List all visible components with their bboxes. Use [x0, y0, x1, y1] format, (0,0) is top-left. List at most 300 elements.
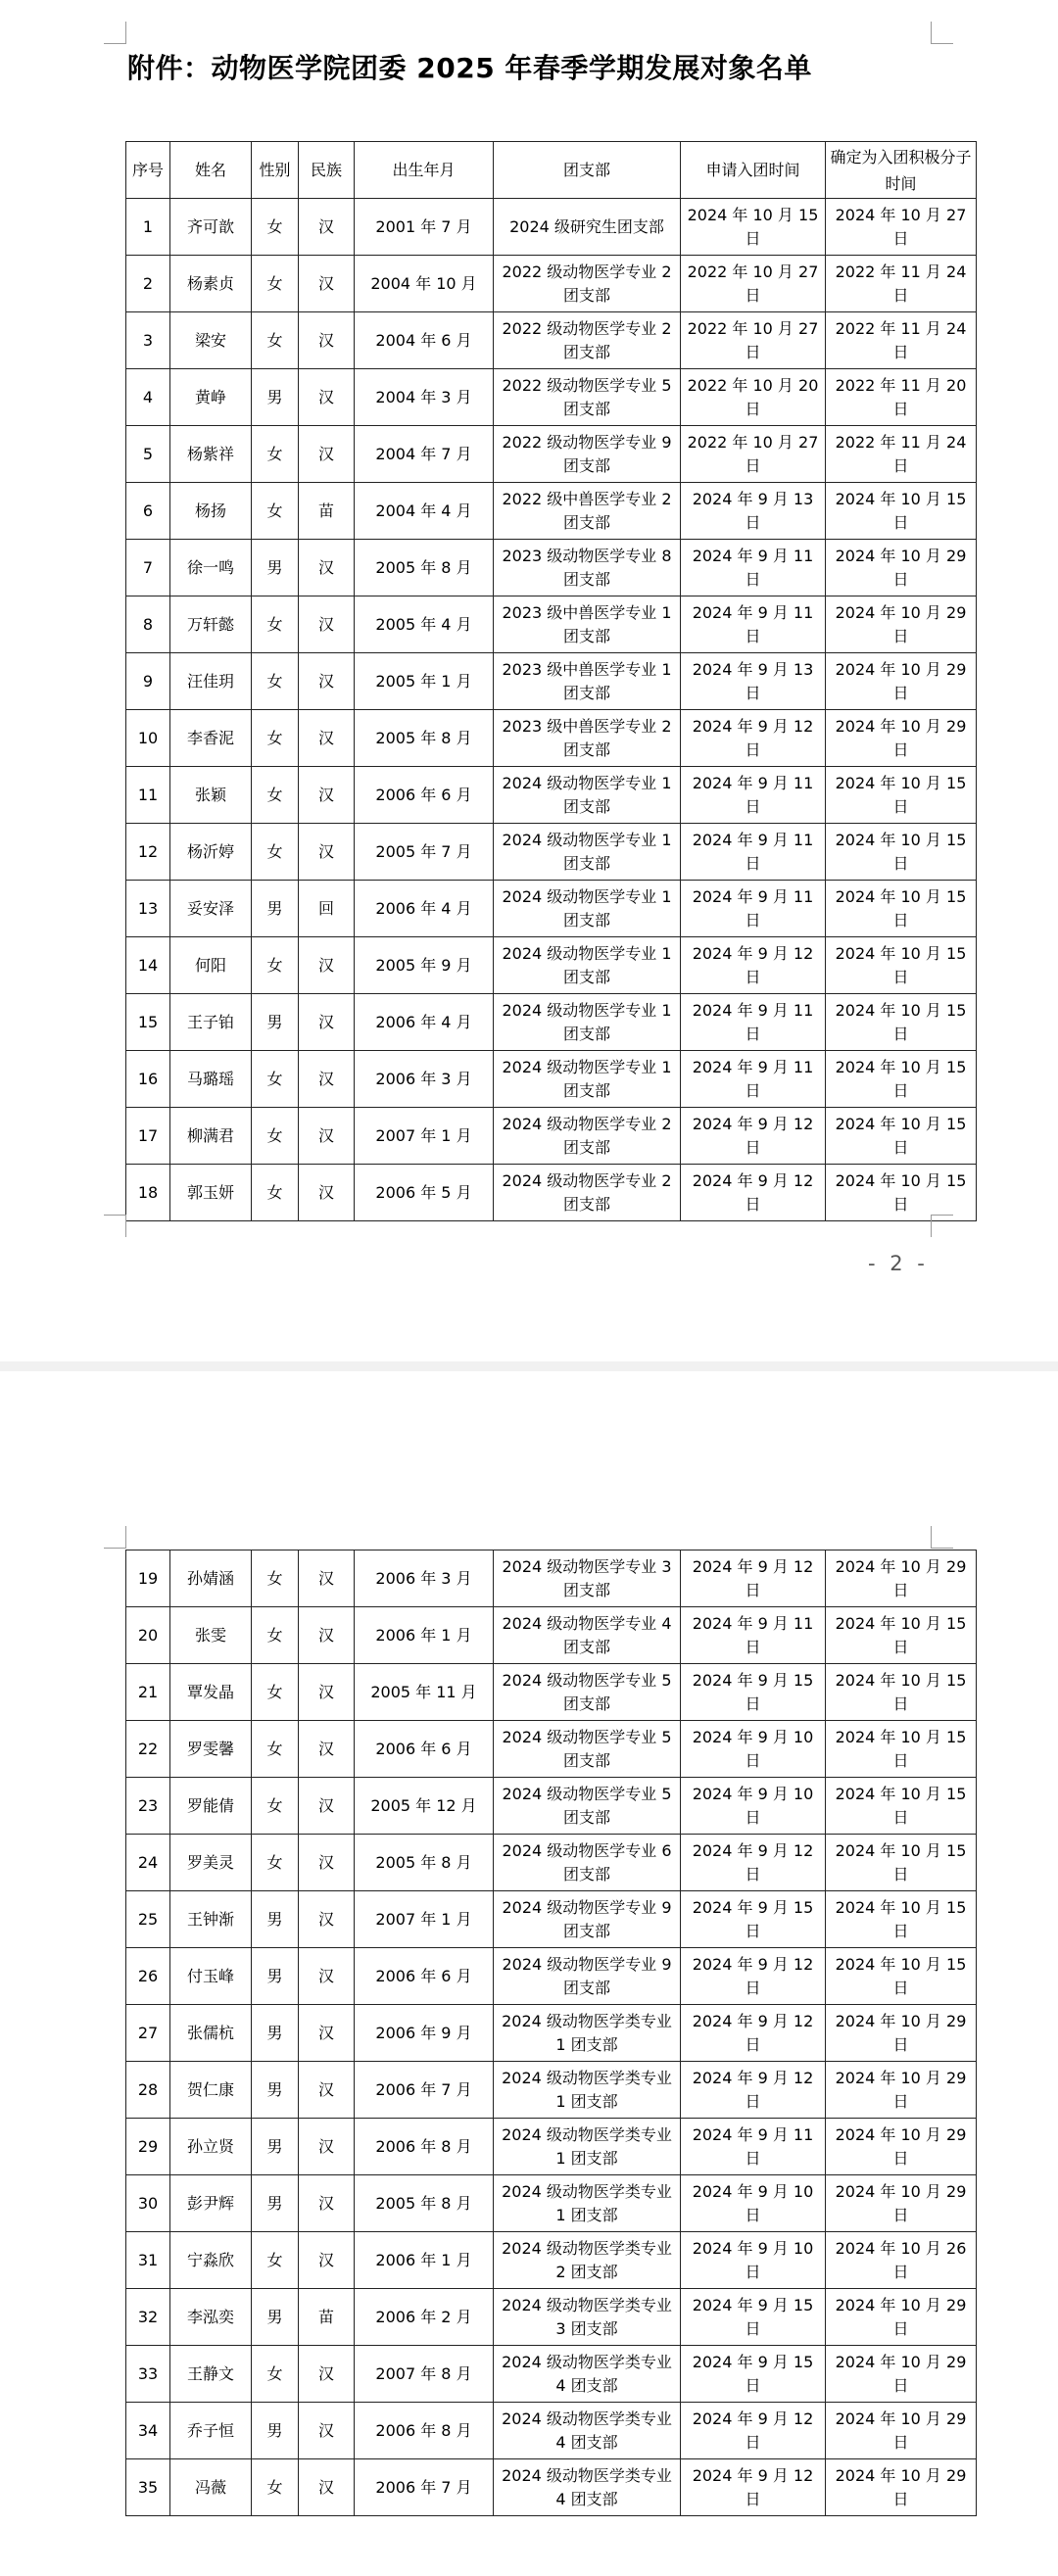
- activist-date-cell: 2024 年 10 月 15 日: [826, 1721, 977, 1778]
- gender-cell: 女: [252, 426, 299, 483]
- member-name-cell: 罗雯馨: [170, 1721, 252, 1778]
- page-corner-mark: [931, 1526, 953, 1549]
- application-date-cell: 2024 年 9 月 12 日: [681, 2005, 826, 2062]
- birth-date-cell: 2005 年 8 月: [355, 710, 494, 767]
- activist-date-cell: 2024 年 10 月 29 日: [826, 653, 977, 710]
- activist-date-cell: 2024 年 10 月 15 日: [826, 1108, 977, 1165]
- member-name-cell: 孙立贤: [170, 2119, 252, 2175]
- gender-cell: 女: [252, 1664, 299, 1721]
- application-date-cell: 2024 年 9 月 15 日: [681, 1664, 826, 1721]
- birth-date-cell: 2006 年 8 月: [355, 2403, 494, 2459]
- activist-date-cell: 2024 年 10 月 29 日: [826, 2459, 977, 2516]
- row-index-cell: 30: [126, 2175, 170, 2232]
- gender-cell: 男: [252, 369, 299, 426]
- table-row: [126, 369, 977, 426]
- birth-date-cell: 2006 年 6 月: [355, 1948, 494, 2005]
- row-index-cell: 6: [126, 483, 170, 540]
- ethnicity-cell: 汉: [299, 1835, 355, 1891]
- branch-name-cell: 2024 级动物医学专业 5 团支部: [494, 1721, 681, 1778]
- activist-date-cell: 2024 年 10 月 29 日: [826, 2346, 977, 2403]
- birth-date-cell: 2005 年 9 月: [355, 937, 494, 994]
- branch-name-cell: 2022 级动物医学专业 5 团支部: [494, 369, 681, 426]
- activist-date-cell: 2024 年 10 月 27 日: [826, 199, 977, 256]
- member-name-cell: 罗能倩: [170, 1778, 252, 1835]
- activist-date-cell: 2024 年 10 月 15 日: [826, 881, 977, 937]
- application-date-cell: 2024 年 9 月 10 日: [681, 2175, 826, 2232]
- ethnicity-cell: 汉: [299, 710, 355, 767]
- row-index-cell: 34: [126, 2403, 170, 2459]
- gender-cell: 女: [252, 596, 299, 653]
- column-header: 姓名: [170, 142, 252, 199]
- branch-name-cell: 2024 级动物医学专业 1 团支部: [494, 1051, 681, 1108]
- table-row: [126, 312, 977, 369]
- activist-date-cell: 2024 年 10 月 15 日: [826, 1165, 977, 1221]
- row-index-cell: 27: [126, 2005, 170, 2062]
- application-date-cell: 2022 年 10 月 27 日: [681, 312, 826, 369]
- member-name-cell: 王静文: [170, 2346, 252, 2403]
- application-date-cell: 2024 年 9 月 12 日: [681, 1948, 826, 2005]
- activist-date-cell: 2024 年 10 月 15 日: [826, 767, 977, 824]
- application-date-cell: 2024 年 9 月 11 日: [681, 824, 826, 881]
- member-name-cell: 张儒杭: [170, 2005, 252, 2062]
- gender-cell: 男: [252, 2062, 299, 2119]
- branch-name-cell: 2024 级研究生团支部: [494, 199, 681, 256]
- row-index-cell: 3: [126, 312, 170, 369]
- birth-date-cell: 2006 年 7 月: [355, 2459, 494, 2516]
- row-index-cell: 18: [126, 1165, 170, 1221]
- row-index-cell: 4: [126, 369, 170, 426]
- application-date-cell: 2024 年 9 月 12 日: [681, 2459, 826, 2516]
- document-page-2: [0, 1371, 1058, 2576]
- branch-name-cell: 2022 级动物医学专业 9 团支部: [494, 426, 681, 483]
- ethnicity-cell: 汉: [299, 1550, 355, 1607]
- application-date-cell: 2024 年 9 月 12 日: [681, 937, 826, 994]
- row-index-cell: 2: [126, 256, 170, 312]
- branch-name-cell: 2024 级动物医学专业 9 团支部: [494, 1891, 681, 1948]
- branch-name-cell: 2024 级动物医学专业 4 团支部: [494, 1607, 681, 1664]
- member-name-cell: 妥安泽: [170, 881, 252, 937]
- column-header: 申请入团时间: [681, 142, 826, 199]
- application-date-cell: 2024 年 9 月 15 日: [681, 2289, 826, 2346]
- ethnicity-cell: 汉: [299, 1607, 355, 1664]
- row-index-cell: 7: [126, 540, 170, 596]
- branch-name-cell: 2024 级动物医学专业 9 团支部: [494, 1948, 681, 2005]
- branch-name-cell: 2024 级动物医学专业 2 团支部: [494, 1108, 681, 1165]
- ethnicity-cell: 汉: [299, 369, 355, 426]
- ethnicity-cell: 汉: [299, 1891, 355, 1948]
- branch-name-cell: 2024 级动物医学类专业 4 团支部: [494, 2403, 681, 2459]
- gender-cell: 女: [252, 2232, 299, 2289]
- branch-name-cell: 2024 级动物医学专业 5 团支部: [494, 1664, 681, 1721]
- application-date-cell: 2024 年 9 月 11 日: [681, 2119, 826, 2175]
- ethnicity-cell: 汉: [299, 937, 355, 994]
- table-body: [126, 199, 977, 1221]
- ethnicity-cell: 汉: [299, 2005, 355, 2062]
- table-row: [126, 596, 977, 653]
- page-corner-mark: [931, 22, 953, 44]
- activist-date-cell: 2024 年 10 月 15 日: [826, 1891, 977, 1948]
- member-name-cell: 王钟渐: [170, 1891, 252, 1948]
- activist-date-cell: 2024 年 10 月 29 日: [826, 540, 977, 596]
- activist-date-cell: 2024 年 10 月 15 日: [826, 824, 977, 881]
- row-index-cell: 5: [126, 426, 170, 483]
- branch-name-cell: 2024 级动物医学类专业 1 团支部: [494, 2119, 681, 2175]
- table-row: [126, 2062, 977, 2119]
- table-row: [126, 2232, 977, 2289]
- gender-cell: 女: [252, 2346, 299, 2403]
- table-row: [126, 1051, 977, 1108]
- gender-cell: 男: [252, 2175, 299, 2232]
- branch-name-cell: 2022 级动物医学专业 2 团支部: [494, 312, 681, 369]
- application-date-cell: 2024 年 9 月 13 日: [681, 483, 826, 540]
- birth-date-cell: 2006 年 1 月: [355, 1607, 494, 1664]
- application-date-cell: 2024 年 9 月 11 日: [681, 994, 826, 1051]
- roster-table: [125, 141, 977, 1221]
- ethnicity-cell: 汉: [299, 767, 355, 824]
- activist-date-cell: 2024 年 10 月 29 日: [826, 596, 977, 653]
- member-name-cell: 贺仁康: [170, 2062, 252, 2119]
- row-index-cell: 15: [126, 994, 170, 1051]
- ethnicity-cell: 汉: [299, 596, 355, 653]
- ethnicity-cell: 汉: [299, 1165, 355, 1221]
- activist-date-cell: 2022 年 11 月 24 日: [826, 426, 977, 483]
- activist-date-cell: 2024 年 10 月 15 日: [826, 1607, 977, 1664]
- birth-date-cell: 2005 年 1 月: [355, 653, 494, 710]
- branch-name-cell: 2024 级动物医学类专业 3 团支部: [494, 2289, 681, 2346]
- application-date-cell: 2024 年 9 月 11 日: [681, 1607, 826, 1664]
- ethnicity-cell: 汉: [299, 2232, 355, 2289]
- row-index-cell: 9: [126, 653, 170, 710]
- birth-date-cell: 2006 年 6 月: [355, 767, 494, 824]
- branch-name-cell: 2023 级中兽医学专业 1 团支部: [494, 596, 681, 653]
- table-row: [126, 881, 977, 937]
- branch-name-cell: 2024 级动物医学类专业 1 团支部: [494, 2175, 681, 2232]
- birth-date-cell: 2006 年 3 月: [355, 1051, 494, 1108]
- application-date-cell: 2024 年 9 月 12 日: [681, 2403, 826, 2459]
- branch-name-cell: 2024 级动物医学类专业 1 团支部: [494, 2005, 681, 2062]
- table-row: [126, 1948, 977, 2005]
- member-name-cell: 覃发晶: [170, 1664, 252, 1721]
- member-name-cell: 罗美灵: [170, 1835, 252, 1891]
- member-name-cell: 杨素贞: [170, 256, 252, 312]
- row-index-cell: 16: [126, 1051, 170, 1108]
- application-date-cell: 2024 年 9 月 15 日: [681, 2346, 826, 2403]
- birth-date-cell: 2006 年 4 月: [355, 994, 494, 1051]
- column-header: 性别: [252, 142, 299, 199]
- member-name-cell: 齐可歆: [170, 199, 252, 256]
- gender-cell: 男: [252, 2005, 299, 2062]
- page-number: - 2 -: [868, 1252, 929, 1275]
- application-date-cell: 2024 年 9 月 10 日: [681, 1778, 826, 1835]
- member-name-cell: 孙婧涵: [170, 1550, 252, 1607]
- gender-cell: 女: [252, 1051, 299, 1108]
- gender-cell: 男: [252, 881, 299, 937]
- table-header-row: [126, 142, 977, 199]
- branch-name-cell: 2024 级动物医学专业 1 团支部: [494, 767, 681, 824]
- activist-date-cell: 2024 年 10 月 15 日: [826, 994, 977, 1051]
- table-row: [126, 824, 977, 881]
- branch-name-cell: 2024 级动物医学专业 5 团支部: [494, 1778, 681, 1835]
- activist-date-cell: 2024 年 10 月 15 日: [826, 1664, 977, 1721]
- ethnicity-cell: 汉: [299, 1664, 355, 1721]
- gender-cell: 女: [252, 1165, 299, 1221]
- member-name-cell: 柳满君: [170, 1108, 252, 1165]
- member-name-cell: 付玉峰: [170, 1948, 252, 2005]
- activist-date-cell: 2022 年 11 月 24 日: [826, 312, 977, 369]
- branch-name-cell: 2023 级中兽医学专业 2 团支部: [494, 710, 681, 767]
- member-name-cell: 黄峥: [170, 369, 252, 426]
- activist-date-cell: 2024 年 10 月 29 日: [826, 2289, 977, 2346]
- activist-date-cell: 2024 年 10 月 29 日: [826, 2175, 977, 2232]
- column-header: 团支部: [494, 142, 681, 199]
- gender-cell: 男: [252, 994, 299, 1051]
- table-row: [126, 1891, 977, 1948]
- table-row: [126, 199, 977, 256]
- application-date-cell: 2022 年 10 月 20 日: [681, 369, 826, 426]
- roster-table-continued: [125, 1550, 977, 2516]
- application-date-cell: 2024 年 9 月 13 日: [681, 653, 826, 710]
- row-index-cell: 17: [126, 1108, 170, 1165]
- branch-name-cell: 2024 级动物医学专业 3 团支部: [494, 1550, 681, 1607]
- row-index-cell: 24: [126, 1835, 170, 1891]
- member-name-cell: 何阳: [170, 937, 252, 994]
- birth-date-cell: 2001 年 7 月: [355, 199, 494, 256]
- table-row: [126, 994, 977, 1051]
- row-index-cell: 25: [126, 1891, 170, 1948]
- row-index-cell: 20: [126, 1607, 170, 1664]
- table-body: [126, 1550, 977, 2516]
- ethnicity-cell: 汉: [299, 2175, 355, 2232]
- member-name-cell: 万轩懿: [170, 596, 252, 653]
- table-row: [126, 1165, 977, 1221]
- ethnicity-cell: 汉: [299, 2346, 355, 2403]
- table-row: [126, 710, 977, 767]
- branch-name-cell: 2024 级动物医学专业 1 团支部: [494, 881, 681, 937]
- row-index-cell: 12: [126, 824, 170, 881]
- activist-date-cell: 2024 年 10 月 29 日: [826, 710, 977, 767]
- gender-cell: 女: [252, 1835, 299, 1891]
- application-date-cell: 2024 年 9 月 12 日: [681, 1108, 826, 1165]
- gender-cell: 男: [252, 2289, 299, 2346]
- branch-name-cell: 2024 级动物医学类专业 4 团支部: [494, 2346, 681, 2403]
- gender-cell: 男: [252, 2403, 299, 2459]
- application-date-cell: 2024 年 9 月 11 日: [681, 1051, 826, 1108]
- table-row: [126, 2403, 977, 2459]
- table-row: [126, 1835, 977, 1891]
- ethnicity-cell: 汉: [299, 994, 355, 1051]
- branch-name-cell: 2024 级动物医学专业 1 团支部: [494, 994, 681, 1051]
- activist-date-cell: 2024 年 10 月 29 日: [826, 2062, 977, 2119]
- table-row: [126, 1664, 977, 1721]
- activist-date-cell: 2024 年 10 月 15 日: [826, 1051, 977, 1108]
- row-index-cell: 23: [126, 1778, 170, 1835]
- member-name-cell: 李香泥: [170, 710, 252, 767]
- column-header: 出生年月: [355, 142, 494, 199]
- application-date-cell: 2024 年 9 月 11 日: [681, 540, 826, 596]
- ethnicity-cell: 苗: [299, 2289, 355, 2346]
- row-index-cell: 14: [126, 937, 170, 994]
- gender-cell: 女: [252, 653, 299, 710]
- ethnicity-cell: 汉: [299, 540, 355, 596]
- branch-name-cell: 2024 级动物医学类专业 1 团支部: [494, 2062, 681, 2119]
- activist-date-cell: 2024 年 10 月 15 日: [826, 1778, 977, 1835]
- application-date-cell: 2024 年 10 月 15 日: [681, 199, 826, 256]
- row-index-cell: 32: [126, 2289, 170, 2346]
- table-row: [126, 1721, 977, 1778]
- table-row: [126, 2119, 977, 2175]
- activist-date-cell: 2024 年 10 月 26 日: [826, 2232, 977, 2289]
- ethnicity-cell: 汉: [299, 1051, 355, 1108]
- application-date-cell: 2022 年 10 月 27 日: [681, 426, 826, 483]
- document-title: 附件：动物医学院团委 2025 年春季学期发展对象名单: [127, 52, 812, 84]
- table-row: [126, 540, 977, 596]
- ethnicity-cell: 汉: [299, 1778, 355, 1835]
- row-index-cell: 31: [126, 2232, 170, 2289]
- birth-date-cell: 2007 年 8 月: [355, 2346, 494, 2403]
- member-name-cell: 杨紫祥: [170, 426, 252, 483]
- activist-date-cell: 2024 年 10 月 15 日: [826, 937, 977, 994]
- member-name-cell: 乔子恒: [170, 2403, 252, 2459]
- birth-date-cell: 2006 年 3 月: [355, 1550, 494, 1607]
- gender-cell: 男: [252, 2119, 299, 2175]
- gender-cell: 女: [252, 710, 299, 767]
- birth-date-cell: 2006 年 9 月: [355, 2005, 494, 2062]
- table-row: [126, 2289, 977, 2346]
- table-row: [126, 1607, 977, 1664]
- birth-date-cell: 2005 年 11 月: [355, 1664, 494, 1721]
- page-corner-mark: [104, 1215, 126, 1237]
- ethnicity-cell: 汉: [299, 2062, 355, 2119]
- member-name-cell: 彭尹辉: [170, 2175, 252, 2232]
- birth-date-cell: 2006 年 6 月: [355, 1721, 494, 1778]
- branch-name-cell: 2024 级动物医学专业 6 团支部: [494, 1835, 681, 1891]
- branch-name-cell: 2024 级动物医学专业 1 团支部: [494, 824, 681, 881]
- ethnicity-cell: 汉: [299, 2459, 355, 2516]
- branch-name-cell: 2024 级动物医学类专业 4 团支部: [494, 2459, 681, 2516]
- gender-cell: 男: [252, 540, 299, 596]
- row-index-cell: 29: [126, 2119, 170, 2175]
- gender-cell: 女: [252, 1778, 299, 1835]
- member-name-cell: 杨沂婷: [170, 824, 252, 881]
- birth-date-cell: 2006 年 8 月: [355, 2119, 494, 2175]
- gender-cell: 女: [252, 1607, 299, 1664]
- birth-date-cell: 2006 年 2 月: [355, 2289, 494, 2346]
- table-row: [126, 426, 977, 483]
- application-date-cell: 2024 年 9 月 12 日: [681, 1550, 826, 1607]
- application-date-cell: 2024 年 9 月 12 日: [681, 1835, 826, 1891]
- ethnicity-cell: 汉: [299, 256, 355, 312]
- gender-cell: 男: [252, 1891, 299, 1948]
- member-name-cell: 张颖: [170, 767, 252, 824]
- gender-cell: 男: [252, 1948, 299, 2005]
- application-date-cell: 2024 年 9 月 12 日: [681, 1165, 826, 1221]
- gender-cell: 女: [252, 1108, 299, 1165]
- table-row: [126, 937, 977, 994]
- row-index-cell: 11: [126, 767, 170, 824]
- gender-cell: 女: [252, 312, 299, 369]
- branch-name-cell: 2023 级中兽医学专业 1 团支部: [494, 653, 681, 710]
- birth-date-cell: 2005 年 8 月: [355, 540, 494, 596]
- activist-date-cell: 2024 年 10 月 15 日: [826, 1948, 977, 2005]
- table-row: [126, 256, 977, 312]
- birth-date-cell: 2004 年 3 月: [355, 369, 494, 426]
- ethnicity-cell: 苗: [299, 483, 355, 540]
- branch-name-cell: 2024 级动物医学类专业 2 团支部: [494, 2232, 681, 2289]
- row-index-cell: 21: [126, 1664, 170, 1721]
- application-date-cell: 2024 年 9 月 10 日: [681, 2232, 826, 2289]
- application-date-cell: 2024 年 9 月 11 日: [681, 596, 826, 653]
- birth-date-cell: 2005 年 7 月: [355, 824, 494, 881]
- table-row: [126, 483, 977, 540]
- application-date-cell: 2022 年 10 月 27 日: [681, 256, 826, 312]
- column-header: 确定为入团积极分子时间: [826, 142, 977, 199]
- birth-date-cell: 2005 年 8 月: [355, 1835, 494, 1891]
- gender-cell: 女: [252, 2459, 299, 2516]
- gender-cell: 女: [252, 767, 299, 824]
- column-header: 民族: [299, 142, 355, 199]
- application-date-cell: 2024 年 9 月 12 日: [681, 710, 826, 767]
- branch-name-cell: 2022 级动物医学专业 2 团支部: [494, 256, 681, 312]
- member-name-cell: 汪佳玥: [170, 653, 252, 710]
- branch-name-cell: 2022 级中兽医学专业 2 团支部: [494, 483, 681, 540]
- activist-date-cell: 2022 年 11 月 24 日: [826, 256, 977, 312]
- member-name-cell: 宁淼欣: [170, 2232, 252, 2289]
- page-corner-mark: [931, 1215, 953, 1237]
- row-index-cell: 35: [126, 2459, 170, 2516]
- table-row: [126, 767, 977, 824]
- member-name-cell: 郭玉妍: [170, 1165, 252, 1221]
- table-row: [126, 2459, 977, 2516]
- gender-cell: 女: [252, 1721, 299, 1778]
- table-row: [126, 1550, 977, 1607]
- table-row: [126, 653, 977, 710]
- ethnicity-cell: 汉: [299, 824, 355, 881]
- row-index-cell: 26: [126, 1948, 170, 2005]
- row-index-cell: 22: [126, 1721, 170, 1778]
- table-row: [126, 2175, 977, 2232]
- row-index-cell: 33: [126, 2346, 170, 2403]
- ethnicity-cell: 汉: [299, 1108, 355, 1165]
- ethnicity-cell: 汉: [299, 2403, 355, 2459]
- table-row: [126, 1108, 977, 1165]
- application-date-cell: 2024 年 9 月 15 日: [681, 1891, 826, 1948]
- ethnicity-cell: 汉: [299, 653, 355, 710]
- activist-date-cell: 2024 年 10 月 29 日: [826, 2403, 977, 2459]
- table-row: [126, 2346, 977, 2403]
- branch-name-cell: 2024 级动物医学专业 2 团支部: [494, 1165, 681, 1221]
- ethnicity-cell: 汉: [299, 426, 355, 483]
- row-index-cell: 19: [126, 1550, 170, 1607]
- gender-cell: 女: [252, 199, 299, 256]
- row-index-cell: 13: [126, 881, 170, 937]
- table-row: [126, 2005, 977, 2062]
- application-date-cell: 2024 年 9 月 11 日: [681, 767, 826, 824]
- row-index-cell: 8: [126, 596, 170, 653]
- page-corner-mark: [104, 1526, 126, 1549]
- member-name-cell: 李泓奕: [170, 2289, 252, 2346]
- ethnicity-cell: 汉: [299, 312, 355, 369]
- branch-name-cell: 2024 级动物医学专业 1 团支部: [494, 937, 681, 994]
- member-name-cell: 梁安: [170, 312, 252, 369]
- application-date-cell: 2024 年 9 月 10 日: [681, 1721, 826, 1778]
- application-date-cell: 2024 年 9 月 11 日: [681, 881, 826, 937]
- member-name-cell: 徐一鸣: [170, 540, 252, 596]
- birth-date-cell: 2007 年 1 月: [355, 1891, 494, 1948]
- activist-date-cell: 2024 年 10 月 15 日: [826, 483, 977, 540]
- birth-date-cell: 2004 年 7 月: [355, 426, 494, 483]
- ethnicity-cell: 汉: [299, 1948, 355, 2005]
- gender-cell: 女: [252, 483, 299, 540]
